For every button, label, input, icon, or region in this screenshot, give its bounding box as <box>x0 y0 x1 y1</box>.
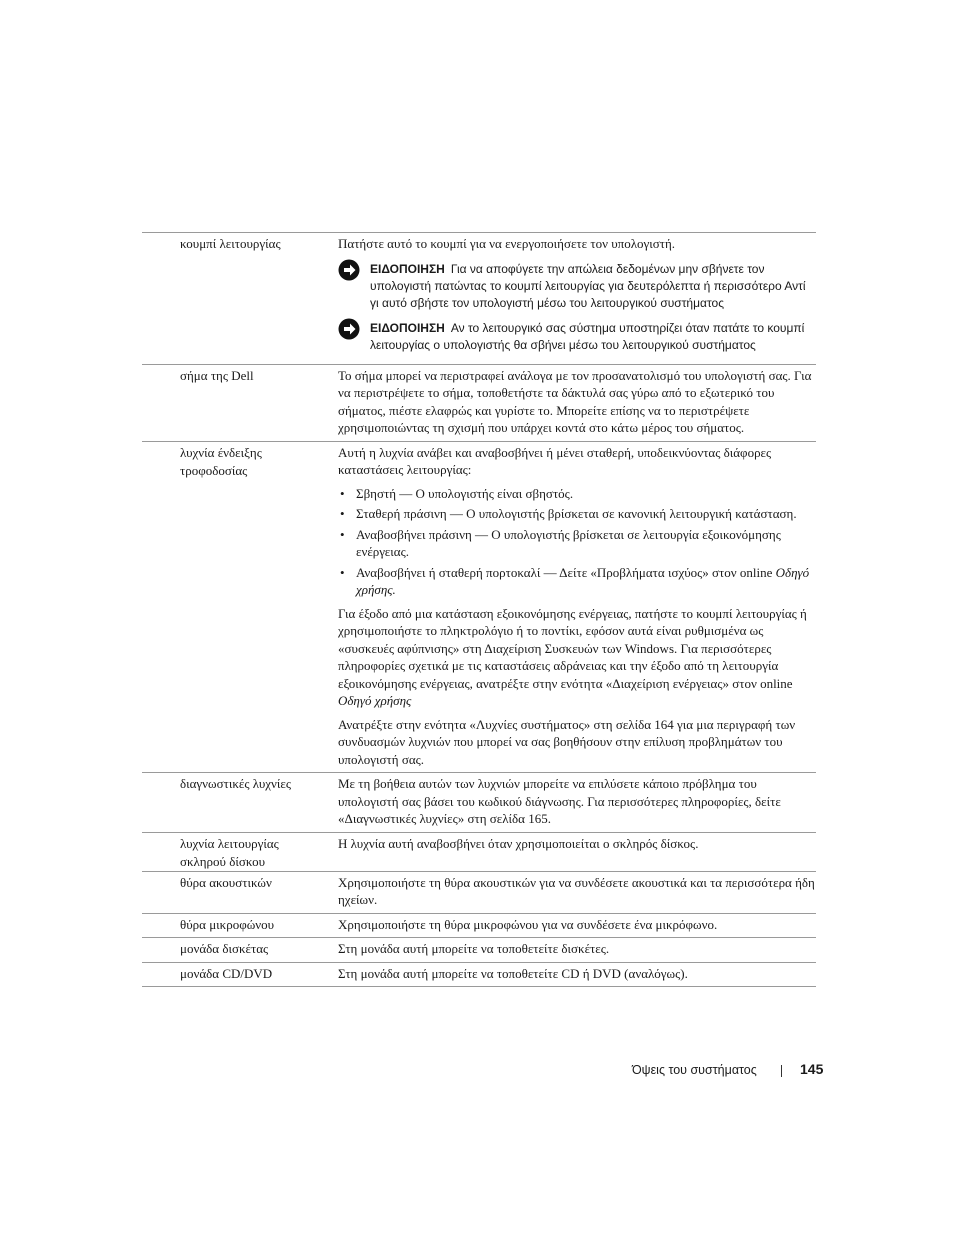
term-line: τροφοδοσίας <box>180 462 248 478</box>
bullet-marker: • <box>340 485 345 501</box>
term-line: σκληρού δίσκου <box>180 853 266 869</box>
paragraph-text: Στη μονάδα αυτή μπορείτε να τοποθετείτε CD ή DVD (αναλόγως). <box>338 965 688 981</box>
bullet-text <box>356 485 816 503</box>
row-term <box>142 938 338 962</box>
row-term <box>142 442 338 773</box>
row-description <box>338 963 816 987</box>
notice-icon <box>338 259 360 281</box>
row-description <box>338 233 816 364</box>
paragraph-text: Αυτή η λυχνία ανάβει και αναβοσβήνει ή μένει σταθερή, υποδεικνύοντας διάφορες καταστάσεις λειτουργίας: <box>338 444 772 477</box>
bullet-body: Σταθερή πράσινη — Ο υπολογιστής βρίσκεται σε κανονική λειτουργική κατάσταση. <box>356 506 797 521</box>
bullet-text <box>356 526 816 561</box>
list-item <box>338 526 816 561</box>
row-term <box>142 963 338 987</box>
description-paragraph <box>338 235 816 253</box>
table-row <box>142 938 816 963</box>
term-line: μονάδα CD/DVD <box>180 965 273 981</box>
list-item <box>338 564 816 599</box>
table-row <box>142 963 816 988</box>
notice-label: ΕΙΔΟΠΟΙΗΣΗ <box>370 320 445 335</box>
row-description <box>338 938 816 962</box>
guide-reference: Οδηγό χρήσης. <box>356 564 810 597</box>
bullet-marker: • <box>340 506 345 521</box>
term-line: θύρα μικροφώνου <box>180 916 275 932</box>
term-line: σήμα της Dell <box>180 367 254 383</box>
row-term <box>142 365 338 441</box>
paragraph-text: Η λυχνία αυτή αναβοσβήνει όταν χρησιμοποιείται ο σκληρός δίσκος. <box>338 835 699 851</box>
paragraph-text: Με τη βοήθεια αυτών των λυχνιών μπορείτε να επιλύσετε κάποιο πρόβλημα του υπολογιστή σας βάσει του κωδικού διάγνωσης. Για περισσότερες πληροφορίες, δείτε «Διαγνωστικές λυχνίες» στη σελίδα 165. <box>338 776 781 826</box>
feature-table <box>142 232 816 987</box>
list-item <box>338 505 816 523</box>
row-description <box>338 833 816 871</box>
notice-block <box>338 320 816 354</box>
term-line: λυχνία λειτουργίας <box>180 835 279 851</box>
description-paragraph <box>338 874 816 909</box>
term-line: θύρα ακουστικών <box>180 874 272 890</box>
page-number: 145 <box>800 1061 824 1077</box>
row-term <box>142 914 338 938</box>
paragraph-text: Για έξοδο από μια κατάσταση εξοικονόμησης ενέργειας, πατήστε το κουμπί λειτουργίας ή χρησιμοποιήστε το πληκτρολόγιο ή το ποντίκι, εφόσον αυτά είναι ρυθμισμένα ως «συσκευές αφύπνισης» στη Διαχείριση Συσκευών των Windows. Για περισσότερες πληροφορίες σχετικά με τις καταστάσεις αδράνειας και την έξοδο από τη λειτουργία εξοικονόμησης ενέργειας, ανατρέξτε στην ενότητα «Διαχείριση ενέργειας» στον online <box>338 605 807 691</box>
page-footer <box>600 1061 822 1081</box>
description-paragraph <box>338 835 816 853</box>
paragraph-text: Πατήστε αυτό το κουμπί για να ενεργοποιήσετε τον υπολογιστή. <box>338 236 676 251</box>
bullet-marker: • <box>340 564 345 580</box>
list-item <box>338 485 816 503</box>
term-line: κουμπί λειτουργίας <box>180 236 281 251</box>
table-row <box>142 233 816 365</box>
paragraph-text: Στη μονάδα αυτή μπορείτε να τοποθετείτε δισκέτες. <box>338 941 610 956</box>
paragraph-text: Χρησιμοποιήστε τη θύρα ακουστικών για να συνδέσετε ακουστικά και τα περισσότερα ήδη ηχείων. <box>338 874 815 907</box>
paragraph-text: Το σήμα μπορεί να περιστραφεί ανάλογα με τον προσανατολισμό του υπολογιστή σας. Για να περιστρέψετε το σήμα, τοποθετήστε τα δάκτυλά σας γύρω από το εξωτερικό του σήματος, πιέστε ελαφρώς και γυρίστε το. Μπορείτε επίσης να το περιστρέψετε χρησιμοποιώντας τη σχισμή που υπάρχει κοντά στο κάτω μέρος του σήματος. <box>338 367 812 435</box>
term-line: μονάδα δισκέτας <box>180 941 269 956</box>
footer-section-title: Όψεις του συστήματος <box>632 1063 757 1077</box>
description-paragraph <box>338 444 816 479</box>
description-paragraph <box>338 940 816 958</box>
paragraph-text: Ανατρέξτε στην ενότητα «Λυχνίες συστήματος» στη σελίδα 164 για μια περιγραφή των συνδυασμών λυχνιών που μπορεί να σας βοηθήσουν στην επίλυση προβλημάτων του υπολογιστή σας. <box>338 716 796 767</box>
description-paragraph <box>338 605 816 710</box>
table-row <box>142 442 816 774</box>
notice-text <box>370 320 816 354</box>
row-term <box>142 872 338 913</box>
description-paragraph <box>338 916 816 934</box>
row-description <box>338 872 816 913</box>
description-paragraph <box>338 965 816 983</box>
table-row <box>142 773 816 833</box>
bullet-text <box>356 505 816 523</box>
bullet-body: Αναβοσβήνει ή σταθερή πορτοκαλί — Δείτε «Προβλήματα ισχύος» στον online <box>356 564 776 580</box>
term-line: διαγνωστικές λυχνίες <box>180 776 292 791</box>
table-row <box>142 914 816 939</box>
notice-icon <box>338 318 360 340</box>
bullet-text <box>356 564 816 599</box>
term-line: λυχνία ένδειξης <box>180 444 262 460</box>
notice-text <box>370 261 816 312</box>
row-term <box>142 233 338 364</box>
paragraph-text: Χρησιμοποιήστε τη θύρα μικροφώνου για να συνδέσετε ένα μικρόφωνο. <box>338 916 718 932</box>
row-description <box>338 914 816 938</box>
table-row <box>142 872 816 914</box>
row-term <box>142 833 338 871</box>
bullet-body: Αναβοσβήνει πράσινη — Ο υπολογιστής βρίσκεται σε λειτουργία εξοικονόμησης ενέργειας. <box>356 526 781 559</box>
description-paragraph <box>338 716 816 769</box>
notice-label: ΕΙΔΟΠΟΙΗΣΗ <box>370 261 445 276</box>
table-row <box>142 365 816 442</box>
description-paragraph <box>338 367 816 437</box>
row-description <box>338 773 816 832</box>
row-description <box>338 442 816 773</box>
guide-reference: Οδηγό χρήσης <box>338 693 412 708</box>
notice-body: Για να αποφύγετε την απώλεια δεδομένων μην σβήνετε τον υπολογιστή πατώντας το κουμπί λειτουργίας για δευτερόλεπτα ή περισσότερο Αντί γι αυτό σβήστε τον υπολογιστή μέσω του λειτουργικού συστήματος <box>370 261 806 310</box>
bullet-list <box>338 485 816 599</box>
description-paragraph <box>338 775 816 828</box>
row-description <box>338 365 816 441</box>
notice-block <box>338 261 816 312</box>
table-row <box>142 833 816 872</box>
bullet-body: Σβηστή — Ο υπολογιστής είναι σβηστός. <box>356 485 574 501</box>
footer-separator <box>781 1065 782 1077</box>
row-term <box>142 773 338 832</box>
notice-body: Αν το λειτουργικό σας σύστημα υποστηρίζει όταν πατάτε το κουμπί λειτουργίας ο υπολογιστής θα σβήνει μέσω του λειτουργικού συστήματος <box>370 320 805 352</box>
bullet-marker: • <box>340 526 345 542</box>
